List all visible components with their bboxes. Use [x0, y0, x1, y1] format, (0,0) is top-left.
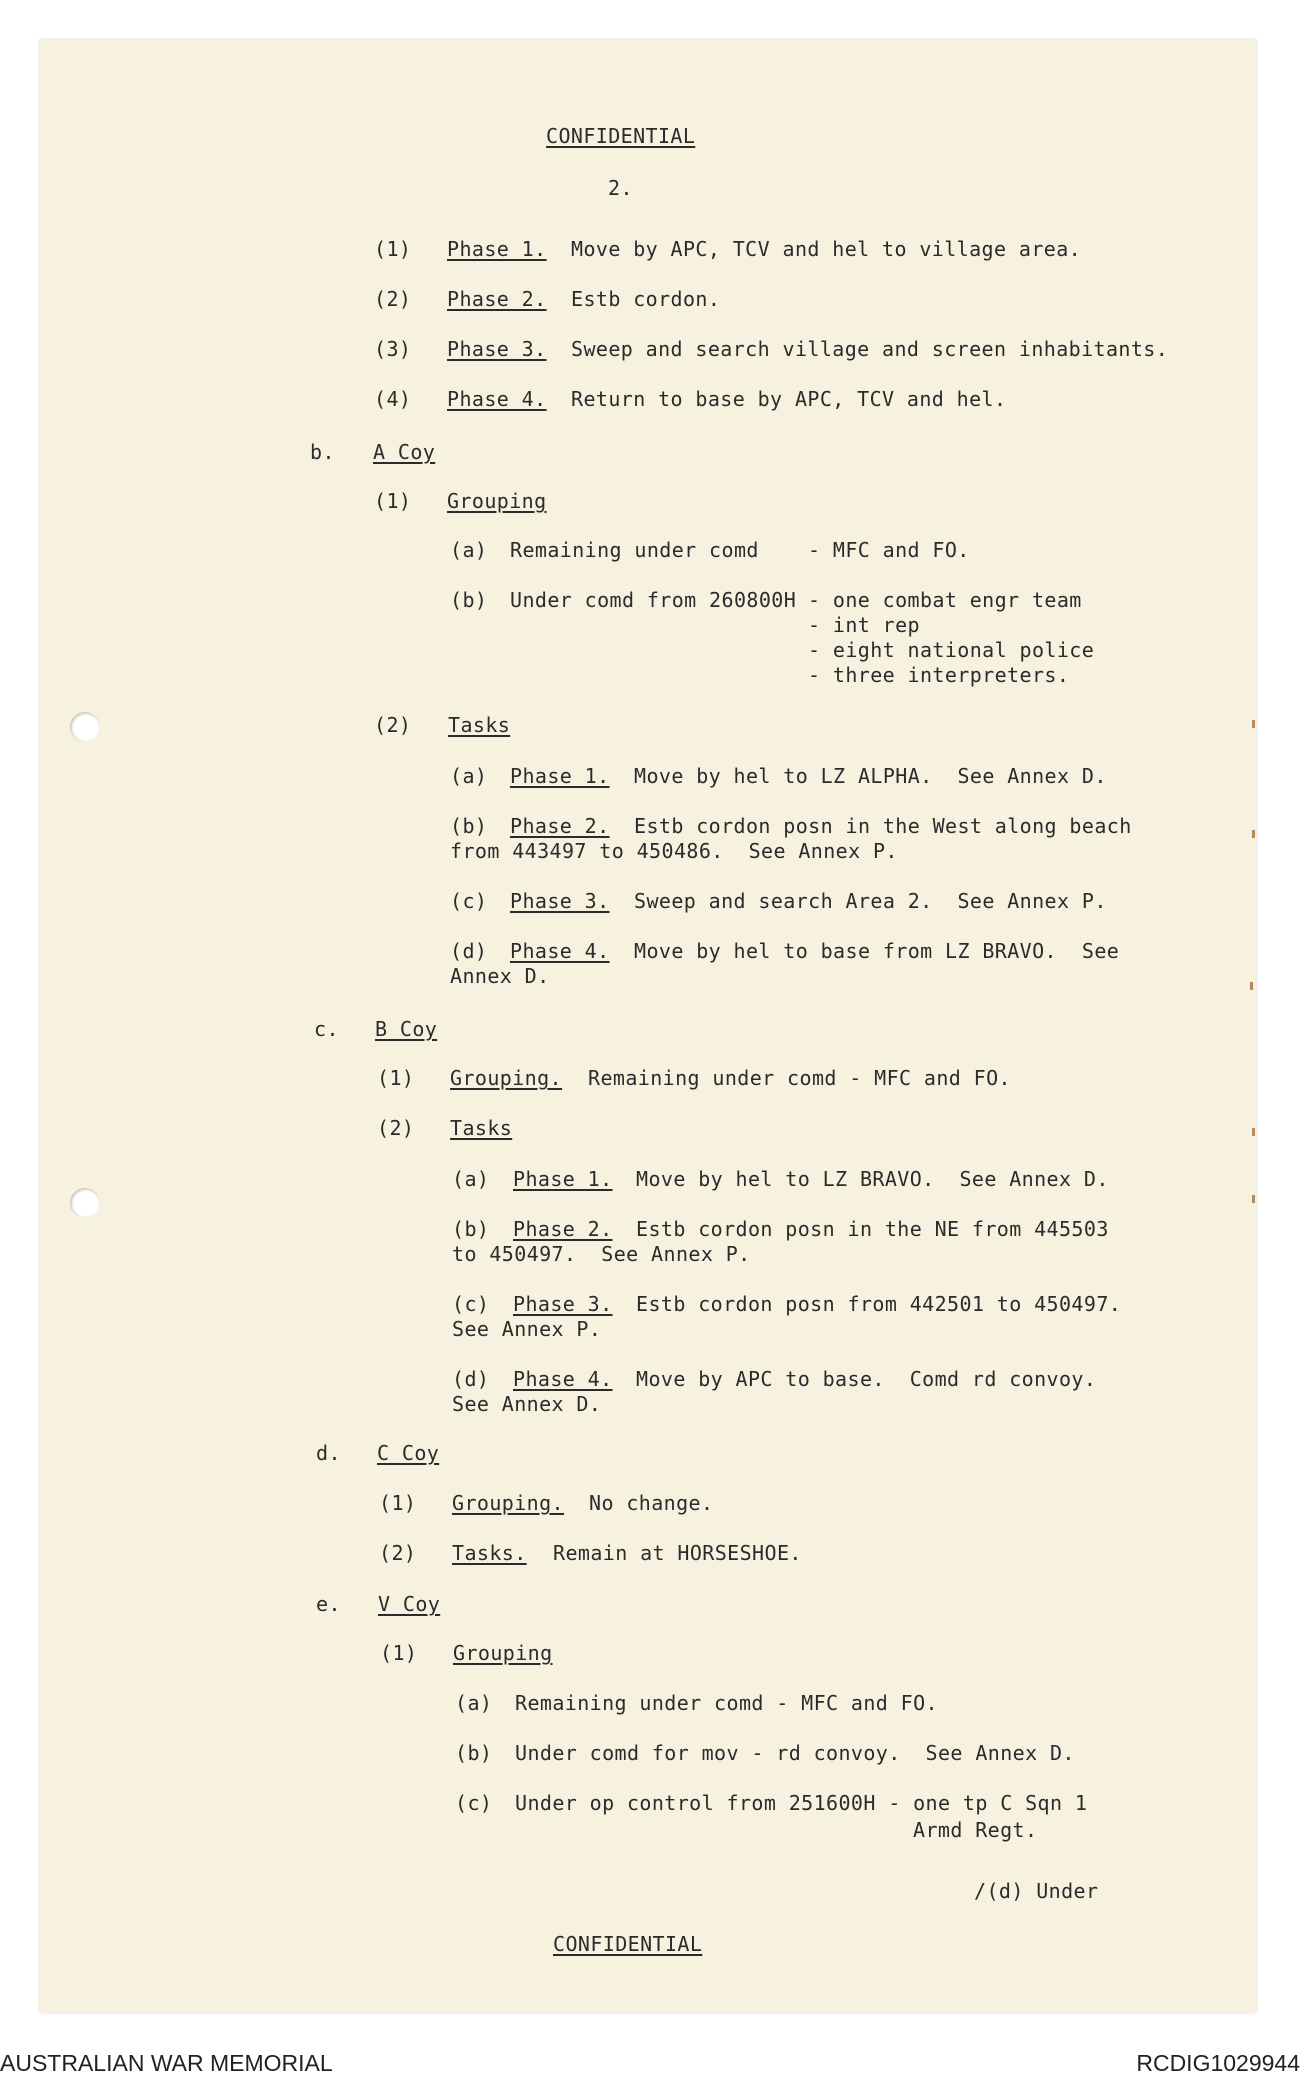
attachment-line: - three interpreters. [808, 663, 1070, 687]
section-letter: c. [314, 1017, 339, 1041]
item-num: (b) [450, 588, 488, 612]
task-text-cont: to 450497. See Annex P. [452, 1242, 751, 1266]
task-text: Estb cordon posn from 442501 to 450497. [636, 1292, 1122, 1316]
grouping-text: Remaining under comd - MFC and FO. [588, 1066, 1011, 1090]
archive-footer-left: AUSTRALIAN WAR MEMORIAL [0, 2050, 333, 2076]
item-num: (c) [450, 889, 488, 913]
sub-num: (1) [377, 1066, 415, 1090]
task-phase-label: Phase 3. [510, 889, 610, 913]
document-page [40, 40, 1256, 2012]
section-title: B Coy [375, 1017, 438, 1041]
task-phase-label: Phase 4. [513, 1367, 613, 1391]
task-text: Estb cordon posn in the NE from 445503 [636, 1217, 1109, 1241]
task-text-cont: See Annex D. [452, 1392, 602, 1416]
tasks-text: Remain at HORSESHOE. [553, 1541, 802, 1565]
phase-num: (4) [374, 387, 412, 411]
sub-num: (2) [374, 713, 412, 737]
task-phase-label: Phase 2. [513, 1217, 613, 1241]
paper-mark [1250, 982, 1253, 990]
task-text-cont: Annex D. [450, 964, 550, 988]
task-phase-label: Phase 1. [510, 764, 610, 788]
tasks-heading: Tasks [448, 713, 511, 737]
section-letter: e. [316, 1592, 341, 1616]
section-title: A Coy [373, 440, 436, 464]
task-text: Estb cordon posn in the West along beach [634, 814, 1132, 838]
task-text-cont: from 443497 to 450486. See Annex P. [450, 839, 898, 863]
phase-label: Phase 1. [447, 237, 547, 261]
item-text: Remaining under comd - MFC and FO. [515, 1691, 938, 1715]
item-text: Remaining under comd [510, 538, 759, 562]
grouping-heading: Grouping [453, 1641, 553, 1665]
section-title: C Coy [377, 1441, 440, 1465]
phase-label: Phase 3. [447, 337, 547, 361]
tasks-heading: Tasks [450, 1116, 513, 1140]
item-text-cont: Armd Regt. [913, 1818, 1038, 1842]
phase-num: (3) [374, 337, 412, 361]
task-text: Move by APC to base. Comd rd convoy. [636, 1367, 1097, 1391]
grouping-heading: Grouping. [452, 1491, 564, 1515]
sub-num: (1) [379, 1491, 417, 1515]
phase-label: Phase 4. [447, 387, 547, 411]
phase-text: Return to base by APC, TCV and hel. [571, 387, 1007, 411]
paper-mark [1252, 1195, 1255, 1203]
task-phase-label: Phase 2. [510, 814, 610, 838]
archive-footer-right: RCDIG1029944 [1136, 2050, 1300, 2076]
grouping-heading: Grouping. [450, 1066, 562, 1090]
page-number: 2. [608, 176, 633, 200]
phase-label: Phase 2. [447, 287, 547, 311]
item-num: (b) [450, 814, 488, 838]
phase-num: (1) [374, 237, 412, 261]
paper-mark [1252, 830, 1255, 838]
task-text: Move by hel to LZ ALPHA. See Annex D. [634, 764, 1107, 788]
item-text: Under comd from 260800H [510, 588, 797, 612]
item-num: (b) [455, 1741, 493, 1765]
item-num: (c) [455, 1791, 493, 1815]
grouping-text: No change. [589, 1491, 714, 1515]
sub-num: (2) [379, 1541, 417, 1565]
phase-text: Estb cordon. [571, 287, 721, 311]
task-phase-label: Phase 1. [513, 1167, 613, 1191]
grouping-heading: Grouping [447, 489, 547, 513]
tasks-heading: Tasks. [452, 1541, 527, 1565]
task-phase-label: Phase 3. [513, 1292, 613, 1316]
item-text: Under comd for mov - rd convoy. See Annex D. [515, 1741, 1075, 1765]
sub-num: (1) [380, 1641, 418, 1665]
item-num: (c) [452, 1292, 490, 1316]
punch-hole-bottom [70, 1188, 100, 1218]
phase-text: Move by APC, TCV and hel to village area. [571, 237, 1082, 261]
item-num: (a) [450, 538, 488, 562]
task-text: Sweep and search Area 2. See Annex P. [634, 889, 1107, 913]
task-text: Move by hel to base from LZ BRAVO. See [634, 939, 1120, 963]
item-num: (d) [452, 1367, 490, 1391]
task-text: Move by hel to LZ BRAVO. See Annex D. [636, 1167, 1109, 1191]
item-num: (a) [455, 1691, 493, 1715]
item-num: (b) [452, 1217, 490, 1241]
task-text-cont: See Annex P. [452, 1317, 602, 1341]
section-letter: d. [316, 1441, 341, 1465]
item-text: Under op control from 251600H - one tp C Sqn 1 [515, 1791, 1088, 1815]
paper-mark [1252, 1128, 1255, 1136]
continuation-note: /(d) Under [974, 1879, 1099, 1903]
sub-num: (1) [374, 489, 412, 513]
item-num: (a) [452, 1167, 490, 1191]
phase-num: (2) [374, 287, 412, 311]
attachment-line: - eight national police [808, 638, 1095, 662]
paper-mark [1252, 720, 1255, 728]
classification-header: CONFIDENTIAL [546, 124, 696, 148]
classification-footer: CONFIDENTIAL [553, 1932, 703, 1956]
attachment-line: - int rep [808, 613, 920, 637]
section-title: V Coy [378, 1592, 441, 1616]
item-value: - MFC and FO. [808, 538, 970, 562]
attachment-line: - one combat engr team [808, 588, 1082, 612]
task-phase-label: Phase 4. [510, 939, 610, 963]
section-letter: b. [310, 440, 335, 464]
sub-num: (2) [377, 1116, 415, 1140]
item-num: (d) [450, 939, 488, 963]
item-num: (a) [450, 764, 488, 788]
phase-text: Sweep and search village and screen inhabitants. [571, 337, 1169, 361]
punch-hole-top [70, 712, 100, 742]
